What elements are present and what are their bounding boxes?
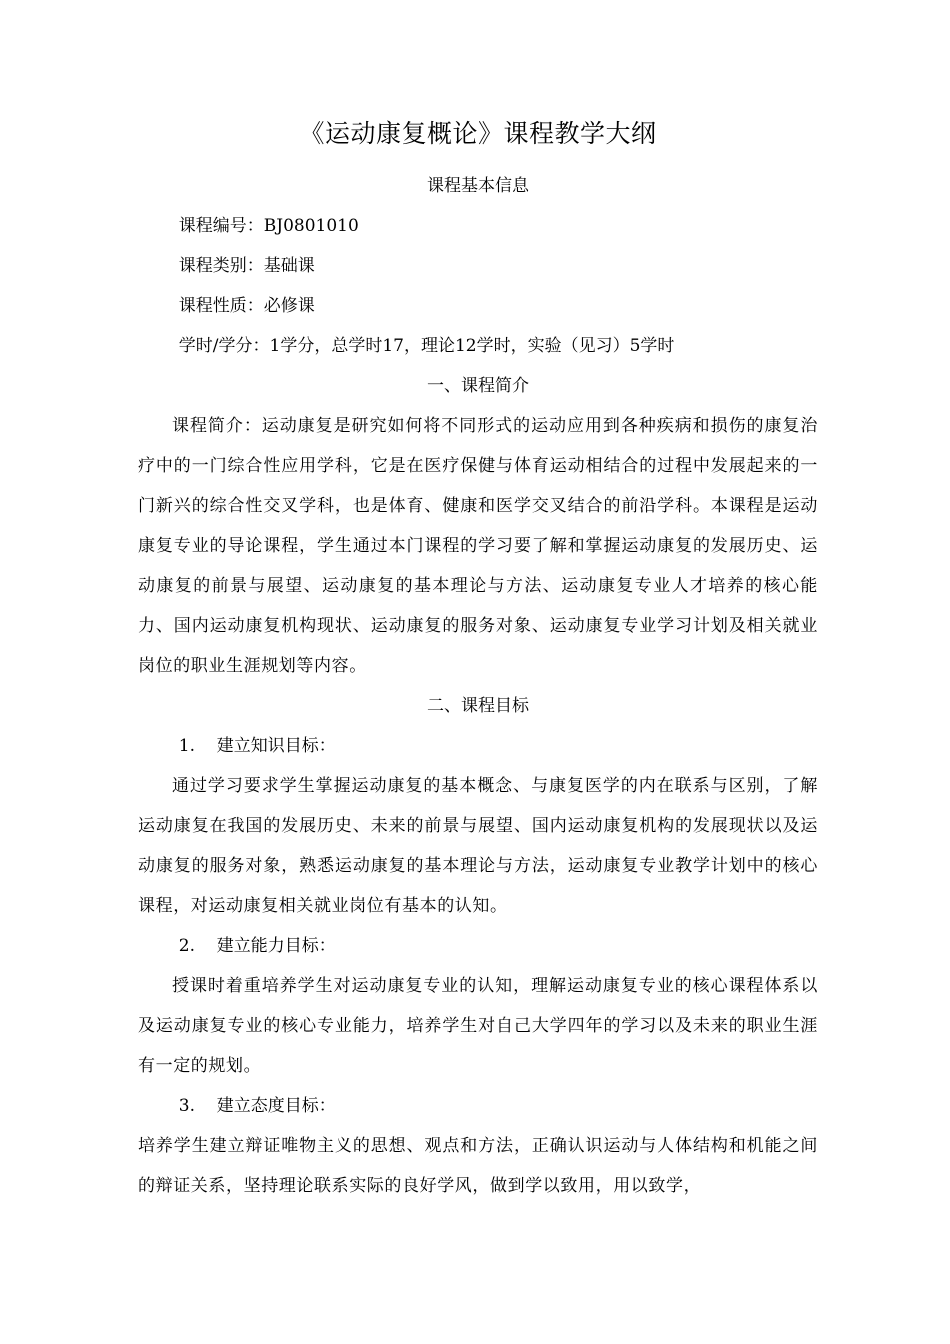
goal-2-heading — [138, 926, 818, 966]
goal-3-label: 建立态度目标： — [216, 1096, 336, 1116]
goal-2-number: 2. — [178, 936, 196, 956]
document-title: 《运动康复概论》课程教学大纲 — [299, 119, 657, 148]
section-subtitle: 课程基本信息 — [427, 176, 529, 196]
goal-2-label: 建立能力目标： — [216, 936, 336, 956]
section1-heading: 一、课程简介 — [427, 376, 529, 396]
goal-1-heading — [138, 726, 818, 766]
goal-1-number: 1. — [178, 736, 196, 756]
document-content — [138, 112, 818, 1206]
goal-2-body: 授课时着重培养学生对运动康复专业的认知，理解运动康复专业的核心课程体系以及运动康复专业的核心专业能力，培养学生对自己大学四年的学习以及未来的职业生涯有一定的规划。 — [138, 976, 818, 1076]
info-course-code: 课程编号：BJ0801010 — [178, 216, 359, 236]
goal-3-body: 培养学生建立辩证唯物主义的思想、观点和方法，正确认识运动与人体结构和机能之间的辩证关系，坚持理论联系实际的良好学风，做到学以致用，用以致学， — [138, 1136, 818, 1196]
goal-1-label: 建立知识目标： — [216, 736, 336, 756]
goal-1-body: 通过学习要求学生掌握运动康复的基本概念、与康复医学的内在联系与区别，了解运动康复在我国的发展历史、未来的前景与展望、国内运动康复机构的发展现状以及运动康复的服务对象，熟悉运动康复的基本理论与方法，运动康复专业教学计划中的核心课程，对运动康复相关就业岗位有基本的认知。 — [138, 776, 818, 916]
info-credit-hours: 学时/学分：1学分，总学时17，理论12学时，实验（见习）5学时 — [178, 336, 675, 356]
info-course-category: 课程类别：基础课 — [178, 256, 315, 276]
info-course-nature: 课程性质：必修课 — [178, 296, 315, 316]
section1-body: 课程简介：运动康复是研究如何将不同形式的运动应用到各种疾病和损伤的康复治疗中的一门综合性应用学科，它是在医疗保健与体育运动相结合的过程中发展起来的一门新兴的综合性交叉学科，也是体育、健康和医学交叉结合的前沿学科。本课程是运动康复专业的导论课程，学生通过本门课程的学习要了解和掌握运动康复的发展历史、运动康复的前景与展望、运动康复的基本理论与方法、运动康复专业人才培养的核心能力、国内运动康复机构现状、运动康复的服务对象、运动康复专业学习计划及相关就业岗位的职业生涯规划等内容。 — [138, 416, 818, 676]
section2-heading: 二、课程目标 — [427, 696, 529, 716]
goal-3-number: 3. — [178, 1096, 196, 1116]
goal-3-heading — [138, 1086, 818, 1126]
